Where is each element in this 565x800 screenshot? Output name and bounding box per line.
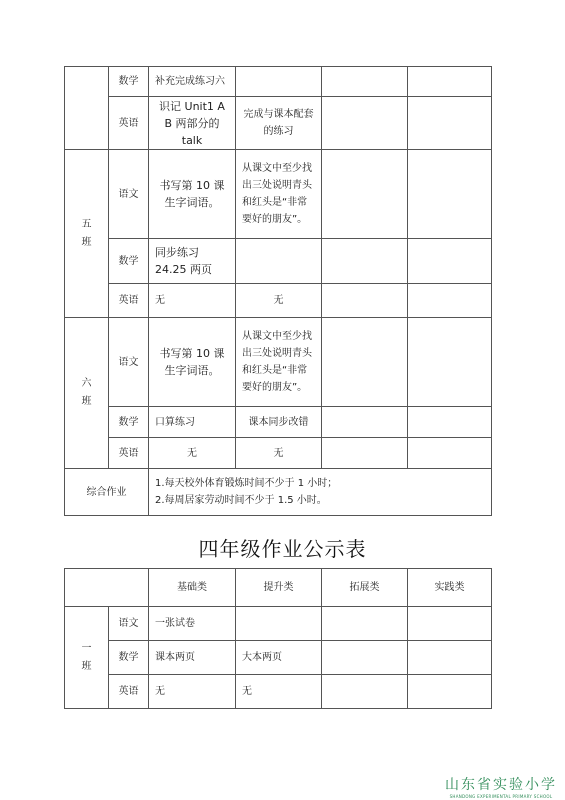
school-logo	[445, 774, 557, 799]
basic-cell: 无	[149, 284, 236, 318]
improve-cell: 从课文中至少找出三处说明青头和红头是“非常要好的朋友”。	[236, 318, 322, 407]
extend-cell	[322, 675, 408, 709]
practice-cell	[408, 97, 492, 150]
subject-cell: 英语	[109, 675, 149, 709]
header-blank	[65, 569, 149, 607]
comprehensive-label: 综合作业	[65, 469, 149, 516]
subject-cell: 数学	[109, 407, 149, 438]
grade4-title: 四年级作业公示表	[198, 537, 367, 561]
class-cell-previous	[65, 67, 109, 150]
practice-cell	[408, 318, 492, 407]
improve-cell	[236, 67, 322, 97]
basic-cell: 无	[149, 675, 236, 709]
class-6-label: 六 班	[65, 318, 109, 469]
basic-cell: 识记 Unit1 A B 两部分的 talk	[149, 97, 236, 150]
improve-cell: 完成与课本配套的练习	[236, 97, 322, 150]
basic-cell: 书写第 10 课生字词语。	[149, 150, 236, 239]
subject-cell: 语文	[109, 607, 149, 641]
extend-cell	[322, 641, 408, 675]
improve-cell: 大本两页	[236, 641, 322, 675]
practice-cell	[408, 239, 492, 284]
subject-cell: 语文	[109, 318, 149, 407]
basic-cell: 同步练习 24.25 两页	[149, 239, 236, 284]
header-improve: 提升类	[236, 569, 322, 607]
extend-cell	[322, 150, 408, 239]
practice-cell	[408, 641, 492, 675]
improve-cell	[236, 607, 322, 641]
subject-cell: 英语	[109, 438, 149, 469]
subject-cell: 英语	[109, 284, 149, 318]
basic-cell: 无	[149, 438, 236, 469]
improve-cell: 课本同步改错	[236, 407, 322, 438]
practice-cell	[408, 150, 492, 239]
subject-cell: 英语	[109, 97, 149, 150]
subject-cell: 数学	[109, 239, 149, 284]
extend-cell	[322, 239, 408, 284]
basic-cell: 书写第 10 课生字词语。	[149, 318, 236, 407]
extend-cell	[322, 67, 408, 97]
improve-cell	[236, 239, 322, 284]
practice-cell	[408, 407, 492, 438]
extend-cell	[322, 97, 408, 150]
class-5-label: 五 班	[65, 150, 109, 318]
comprehensive-line-2: 2.每周居家劳动时间不少于 1.5 小时。	[155, 495, 327, 506]
extend-cell	[322, 607, 408, 641]
improve-cell: 无	[236, 284, 322, 318]
basic-cell: 口算练习	[149, 407, 236, 438]
header-extend: 拓展类	[322, 569, 408, 607]
improve-cell: 无	[236, 438, 322, 469]
basic-cell: 补充完成练习六	[149, 67, 236, 97]
improve-cell: 从课文中至少找出三处说明青头和红头是“非常要好的朋友”。	[236, 150, 322, 239]
practice-cell	[408, 607, 492, 641]
practice-cell	[408, 67, 492, 97]
homework-table-continued	[64, 66, 492, 516]
basic-cell: 课本两页	[149, 641, 236, 675]
practice-cell	[408, 438, 492, 469]
extend-cell	[322, 438, 408, 469]
practice-cell	[408, 284, 492, 318]
subject-cell: 语文	[109, 150, 149, 239]
class-1-label: 一 班	[65, 607, 109, 709]
subject-cell: 数学	[109, 67, 149, 97]
comprehensive-content	[149, 469, 492, 516]
header-basic: 基础类	[149, 569, 236, 607]
header-practice: 实践类	[408, 569, 492, 607]
extend-cell	[322, 318, 408, 407]
basic-cell: 一张试卷	[149, 607, 236, 641]
practice-cell	[408, 675, 492, 709]
extend-cell	[322, 284, 408, 318]
school-name-cn: 山东省实验小学	[445, 777, 557, 793]
grade4-homework-table	[64, 568, 492, 709]
school-name-en: SHANDONG EXPERIMENTAL PRIMARY SCHOOL	[449, 794, 553, 799]
comprehensive-line-1: 1.每天校外体育锻炼时间不少于 1 小时；	[155, 478, 338, 489]
extend-cell	[322, 407, 408, 438]
subject-cell: 数学	[109, 641, 149, 675]
improve-cell: 无	[236, 675, 322, 709]
